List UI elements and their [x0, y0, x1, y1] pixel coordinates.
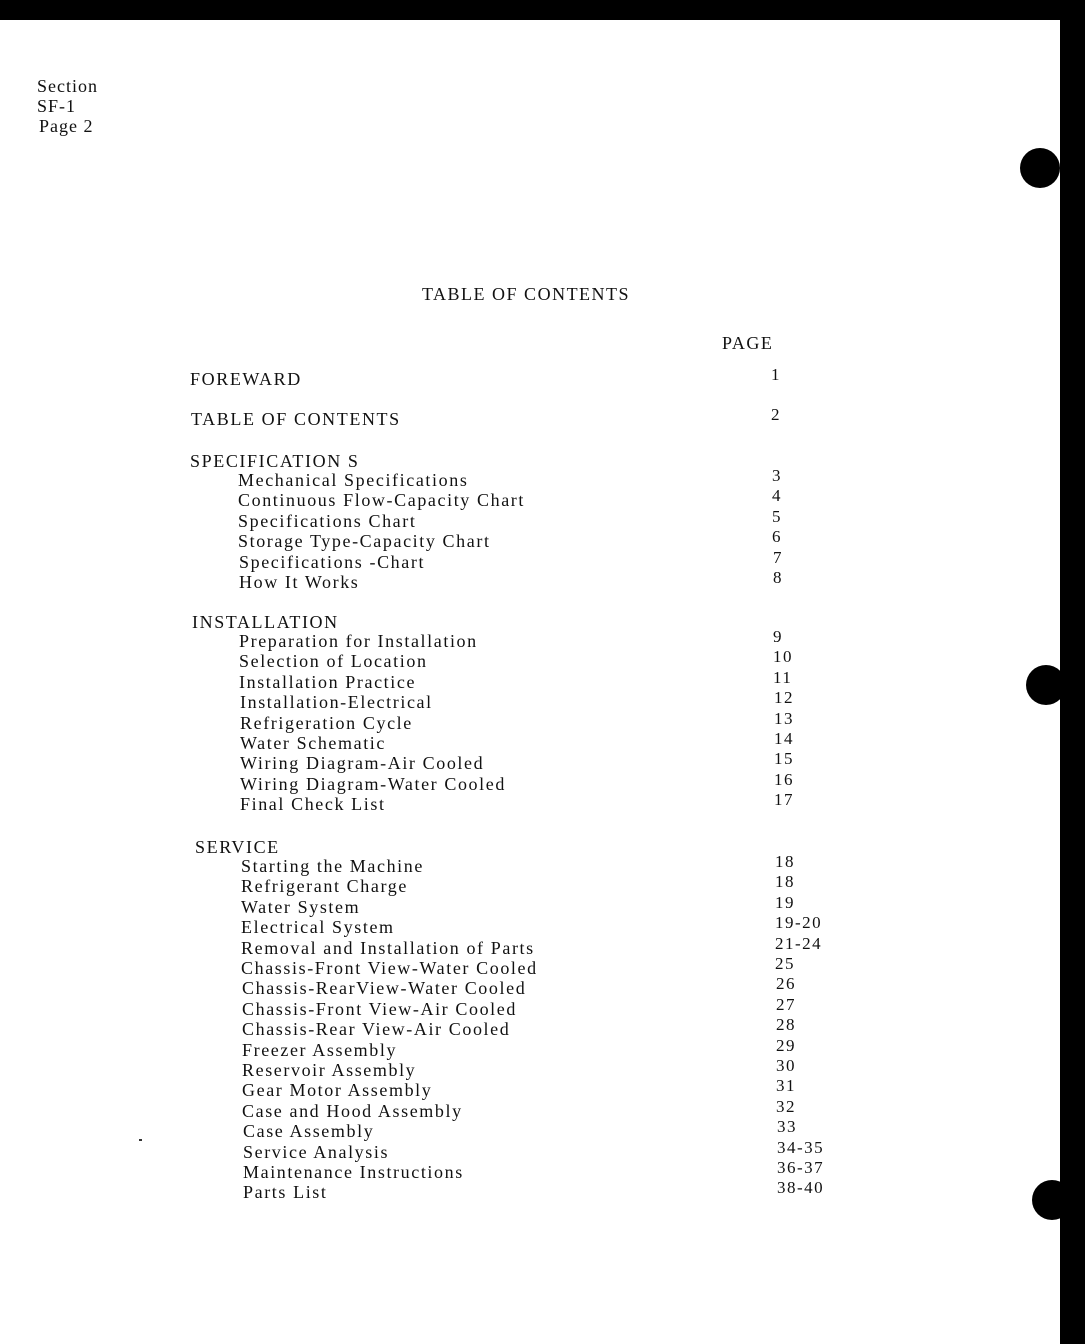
toc-item-page: 29: [776, 1035, 796, 1055]
toc-item-label: Specifications -Chart: [239, 551, 426, 572]
toc-item-page: 9: [773, 627, 783, 646]
toc-item-label: Wiring Diagram-Water Cooled: [240, 773, 506, 794]
toc-section-heading: SERVICE: [195, 837, 280, 857]
toc-item-label: Installation-Electrical: [240, 692, 433, 713]
toc-item-label: Case Assembly: [243, 1121, 375, 1142]
toc-item-page: 32: [776, 1096, 796, 1116]
toc-item-label: Case and Hood Assembly: [242, 1100, 463, 1121]
toc-item-label: Continuous Flow-Capacity Chart: [238, 490, 525, 511]
toc-item-page: 5: [772, 506, 782, 526]
toc-item-label: How It Works: [239, 572, 360, 592]
toc-item-label: Reservoir Assembly: [242, 1060, 417, 1080]
toc-item-label: Selection of Location: [239, 651, 428, 672]
toc-item-label: Removal and Installation of Parts: [241, 937, 535, 958]
header-code: SF-1: [37, 96, 77, 116]
toc-item-page: 18: [775, 872, 795, 892]
toc-item-page: 3: [772, 466, 782, 485]
toc-item-label: Chassis-Front View-Air Cooled: [242, 998, 517, 1019]
toc-item-page: 11: [773, 667, 793, 687]
toc-item-page: 25: [775, 954, 795, 973]
page-header: [37, 76, 98, 136]
page-title: TABLE OF CONTENTS: [422, 284, 631, 304]
toc-item-label: Refrigerant Charge: [241, 876, 408, 897]
toc-item-label: Refrigeration Cycle: [240, 712, 413, 733]
toc-entry-label: FOREWARD: [190, 369, 302, 389]
toc-item-page: 21-24: [775, 933, 823, 953]
toc-entry-page: 2: [771, 405, 781, 424]
toc-entry-page: 1: [771, 365, 781, 384]
toc-item-page: 34-35: [777, 1137, 825, 1157]
toc-item-page: 33: [777, 1117, 797, 1137]
toc-item-label: Storage Type-Capacity Chart: [238, 531, 491, 552]
toc-item-page: 14: [774, 729, 794, 748]
toc-item-label: Chassis-Rear View-Air Cooled: [242, 1019, 511, 1040]
toc-item-page: 4: [772, 486, 782, 506]
toc-item-label: Water System: [241, 896, 361, 917]
toc-section-heading: INSTALLATION: [192, 612, 339, 632]
toc-item-label: Water Schematic: [240, 733, 386, 753]
toc-item-label: Wiring Diagram-Air Cooled: [240, 753, 485, 774]
toc-item-page: 7: [773, 547, 783, 567]
toc-item-label: Service Analysis: [243, 1141, 390, 1162]
toc-item-page: 8: [773, 568, 783, 587]
toc-item-label: Parts List: [243, 1182, 328, 1203]
toc-item-label: Freezer Assembly: [242, 1039, 398, 1060]
toc-item-label: Electrical System: [241, 917, 395, 938]
scan-speck: [139, 1139, 142, 1141]
toc-item-page: 30: [776, 1056, 796, 1075]
scan-top-border: [0, 0, 1085, 20]
toc-item-page: 16: [774, 769, 794, 789]
toc-item-page: 18: [775, 852, 795, 871]
toc-item-label: Final Check List: [240, 794, 386, 815]
toc-item-label: Gear Motor Assembly: [242, 1080, 433, 1101]
header-page: Page 2: [39, 116, 94, 136]
punch-hole-bottom: [1032, 1180, 1072, 1220]
toc-item-page: 13: [774, 708, 794, 728]
toc-item-page: 10: [773, 647, 793, 667]
toc-item-label: Mechanical Specifications: [238, 470, 469, 490]
toc-item-label: Starting the Machine: [241, 856, 424, 876]
toc-item-page: 38-40: [777, 1178, 825, 1198]
toc-item-page: 28: [776, 1015, 796, 1035]
document-page: [0, 20, 1056, 1344]
toc-item-label: Installation Practice: [239, 671, 417, 692]
toc-item-label: Maintenance Instructions: [243, 1162, 464, 1182]
toc-item-label: Preparation for Installation: [239, 631, 478, 651]
toc-item-page: 19-20: [775, 913, 823, 933]
header-section: Section: [37, 76, 98, 96]
toc-item-label: Chassis-Front View-Water Cooled: [241, 958, 538, 978]
toc-item-page: 12: [774, 688, 794, 708]
toc-entry-label: TABLE OF CONTENTS: [191, 409, 401, 429]
toc-item-page: 26: [776, 974, 796, 994]
toc-section-heading: SPECIFICATION S: [190, 451, 360, 471]
punch-hole-middle: [1026, 665, 1066, 705]
toc-item-page: 15: [774, 749, 794, 769]
toc-item-page: 17: [774, 790, 794, 810]
toc-item-page: 19: [775, 892, 795, 912]
toc-item-page: 6: [772, 527, 782, 547]
toc-item-page: 27: [776, 994, 796, 1014]
punch-hole-top: [1020, 148, 1060, 188]
toc-item-page: 31: [776, 1076, 796, 1096]
toc-item-label: Chassis-RearView-Water Cooled: [242, 978, 527, 999]
toc-item-label: Specifications Chart: [238, 510, 417, 531]
page-column-heading: PAGE: [722, 333, 774, 353]
toc-item-page: 36-37: [777, 1158, 825, 1177]
